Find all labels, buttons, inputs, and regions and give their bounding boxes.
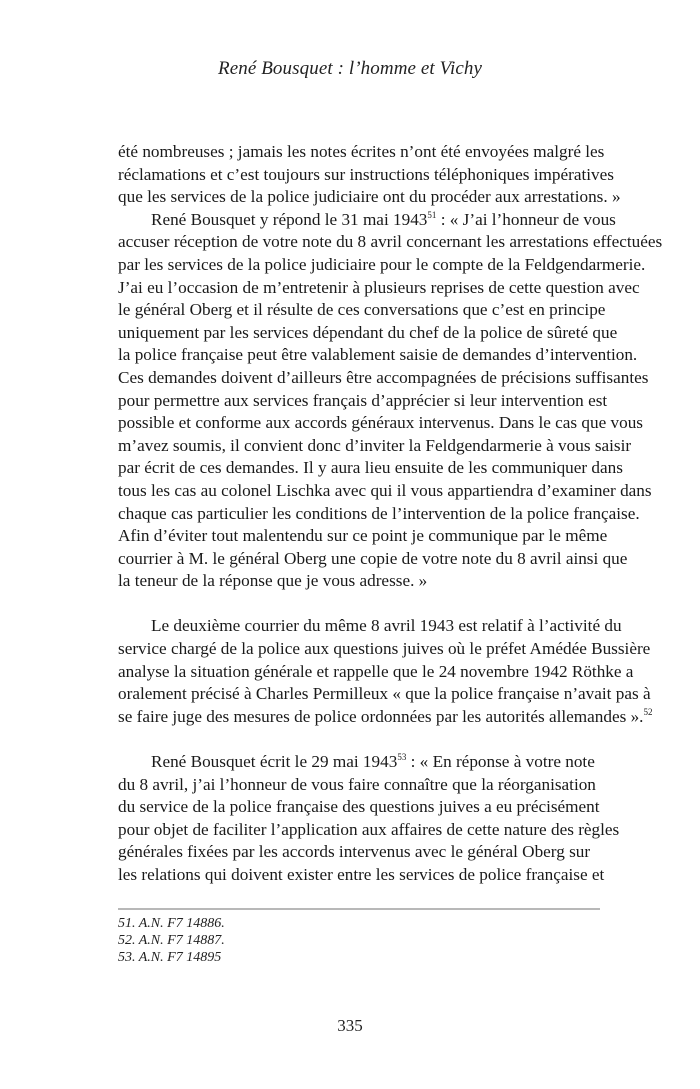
text-line: du 8 avril, j’ai l’honneur de vous faire connaître que la réorganisation (118, 774, 596, 794)
text-line: par écrit de ces demandes. Il y aura lieu ensuite de les communiquer dans (118, 458, 623, 478)
text-line (118, 751, 595, 774)
body-text (118, 141, 663, 887)
footnote-divider (118, 908, 600, 910)
text-line: Ces demandes doivent d’ailleurs être accompagnées de précisions suffisantes (118, 367, 649, 387)
line-text: René Bousquet y répond le 31 mai 1943 (151, 209, 428, 229)
line-text: se faire juge des mesures de police ordonnées par les autorités allemandes ». (118, 706, 644, 726)
line-text: René Bousquet écrit le 29 mai 1943 (151, 752, 398, 772)
text-line: analyse la situation générale et rappelle que le 24 novembre 1942 Röthke a (118, 661, 634, 681)
footnote-53: 53. A.N. F7 14895 (118, 950, 222, 965)
text-line: accuser réception de votre note du 8 avril concernant les arrestations effectuées (118, 232, 663, 252)
text-line: courrier à M. le général Oberg une copie de votre note du 8 avril ainsi que (118, 548, 628, 568)
text-line: chaque cas particulier les conditions de l’intervention de la police française. (118, 503, 640, 523)
text-line: possible et conforme aux accords généraux intervenus. Dans le cas que vous (118, 413, 643, 433)
footnote-51: 51. A.N. F7 14886. (118, 916, 225, 931)
footnote-ref[interactable]: 51 (427, 209, 437, 220)
page-number: 335 (337, 1016, 363, 1035)
running-header-title: René Bousquet : l’homme et Vichy (218, 58, 482, 79)
text-line (118, 209, 616, 232)
text-line: Le deuxième courrier du même 8 avril 1943 est relatif à l’activité du (151, 616, 622, 636)
text-line: m’avez soumis, il convient donc d’inviter la Feldgendarmerie à vous saisir (118, 435, 632, 455)
text-line: du service de la police française des questions juives a eu précisément (118, 797, 600, 817)
footnotes (118, 915, 225, 966)
text-line: Afin d’éviter tout malentendu sur ce point je communique par le même (118, 526, 608, 546)
text-line: oralement précisé à Charles Permilleux « que la police française n’avait pas à (118, 684, 651, 704)
text-line: été nombreuses ; jamais les notes écrites n’ont été envoyées malgré les (118, 142, 605, 161)
line-text: : « En réponse à votre note (406, 752, 595, 772)
text-line (118, 706, 653, 729)
text-line: que les services de la police judiciaire ont du procéder aux arrestations. » (118, 187, 621, 207)
text-line: pour objet de faciliter l’application aux affaires de cette nature des règles (118, 819, 620, 839)
text-line: les relations qui doivent exister entre les services de police française et (118, 865, 605, 884)
text-line: par les services de la police judiciaire pour le compte de la Feldgendarmerie. (118, 254, 646, 274)
text-line: la police française peut être valablement saisie de demandes d’intervention. (118, 345, 638, 365)
text-line: le général Oberg et il résulte de ces conversations que c’est en principe (118, 300, 606, 320)
footnote-52: 52. A.N. F7 14887. (118, 933, 225, 948)
text-line: la teneur de la réponse que je vous adresse. » (118, 571, 428, 591)
paragraph-gap (118, 728, 584, 751)
text-line: service chargé de la police aux questions juives où le préfet Amédée Bussière (118, 639, 651, 659)
text-line: générales fixées par les accords intervenus avec le général Oberg sur (118, 842, 591, 862)
footnote-ref[interactable]: 53 (397, 752, 407, 763)
text-line: tous les cas au colonel Lischka avec qui il vous appartiendra d’examiner dans (118, 480, 652, 500)
footnote-ref[interactable]: 52 (643, 706, 653, 717)
paragraph-gap (118, 593, 584, 616)
line-text: : « J’ai l’honneur de vous (436, 209, 616, 229)
text-line: réclamations et c’est toujours sur instructions téléphoniques impératives (118, 164, 614, 184)
text-line: J’ai eu l’occasion de m’entretenir à plusieurs reprises de cette question avec (118, 277, 640, 297)
text-line: uniquement par les services dépendant du chef de la police de sûreté que (118, 322, 618, 342)
text-line: pour permettre aux services français d’apprécier si leur intervention est (118, 390, 608, 410)
